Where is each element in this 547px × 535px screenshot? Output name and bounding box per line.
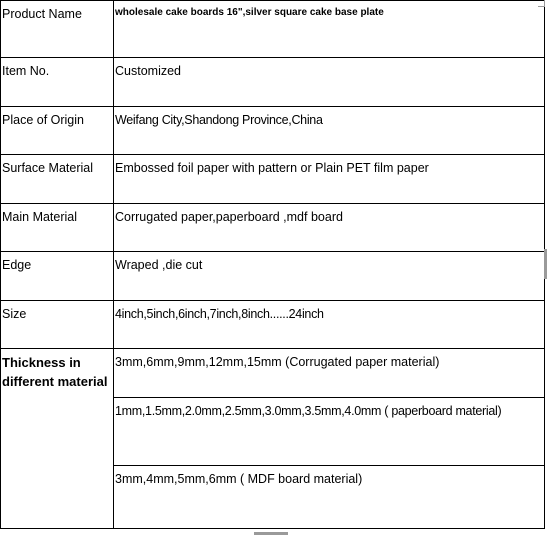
row-label-main-material: Main Material	[1, 204, 114, 252]
row-value-item-no: Customized	[114, 58, 545, 107]
row-label-edge: Edge	[1, 252, 114, 301]
row-label-place-of-origin: Place of Origin	[1, 107, 114, 155]
table-row	[1, 155, 545, 204]
table-row	[1, 301, 545, 349]
table-row	[1, 58, 545, 107]
row-value-size: 4inch,5inch,6inch,7inch,8inch......24inch	[114, 301, 545, 349]
row-value-main-material: Corrugated paper,paperboard ,mdf board	[114, 204, 545, 252]
row-label-size: Size	[1, 301, 114, 349]
row-label-thickness: Thickness in different material	[1, 349, 114, 529]
row-value-surface-material: Embossed foil paper with pattern or Plain PET film paper	[114, 155, 545, 204]
corner-mark	[538, 0, 545, 7]
row-value-thickness-corrugated: 3mm,6mm,9mm,12mm,15mm (Corrugated paper material)	[114, 349, 545, 398]
row-value-product-name: wholesale cake boards 16",silver square cake base plate	[114, 1, 545, 58]
row-label-item-no: Item No.	[1, 58, 114, 107]
row-value-thickness-paperboard: 1mm,1.5mm,2.0mm,2.5mm,3.0mm,3.5mm,4.0mm ( paperboard material)	[114, 398, 545, 466]
row-value-edge: Wraped ,die cut	[114, 252, 545, 301]
row-label-surface-material: Surface Material	[1, 155, 114, 204]
row-value-place-of-origin: Weifang City,Shandong Province,China	[114, 107, 545, 155]
table-row	[1, 204, 545, 252]
table-row	[1, 107, 545, 155]
table-row	[1, 252, 545, 301]
row-label-product-name: Product Name	[1, 1, 114, 58]
table-row	[1, 1, 545, 58]
table-row	[1, 349, 545, 398]
row-value-thickness-mdf: 3mm,4mm,5mm,6mm ( MDF board material)	[114, 466, 545, 529]
